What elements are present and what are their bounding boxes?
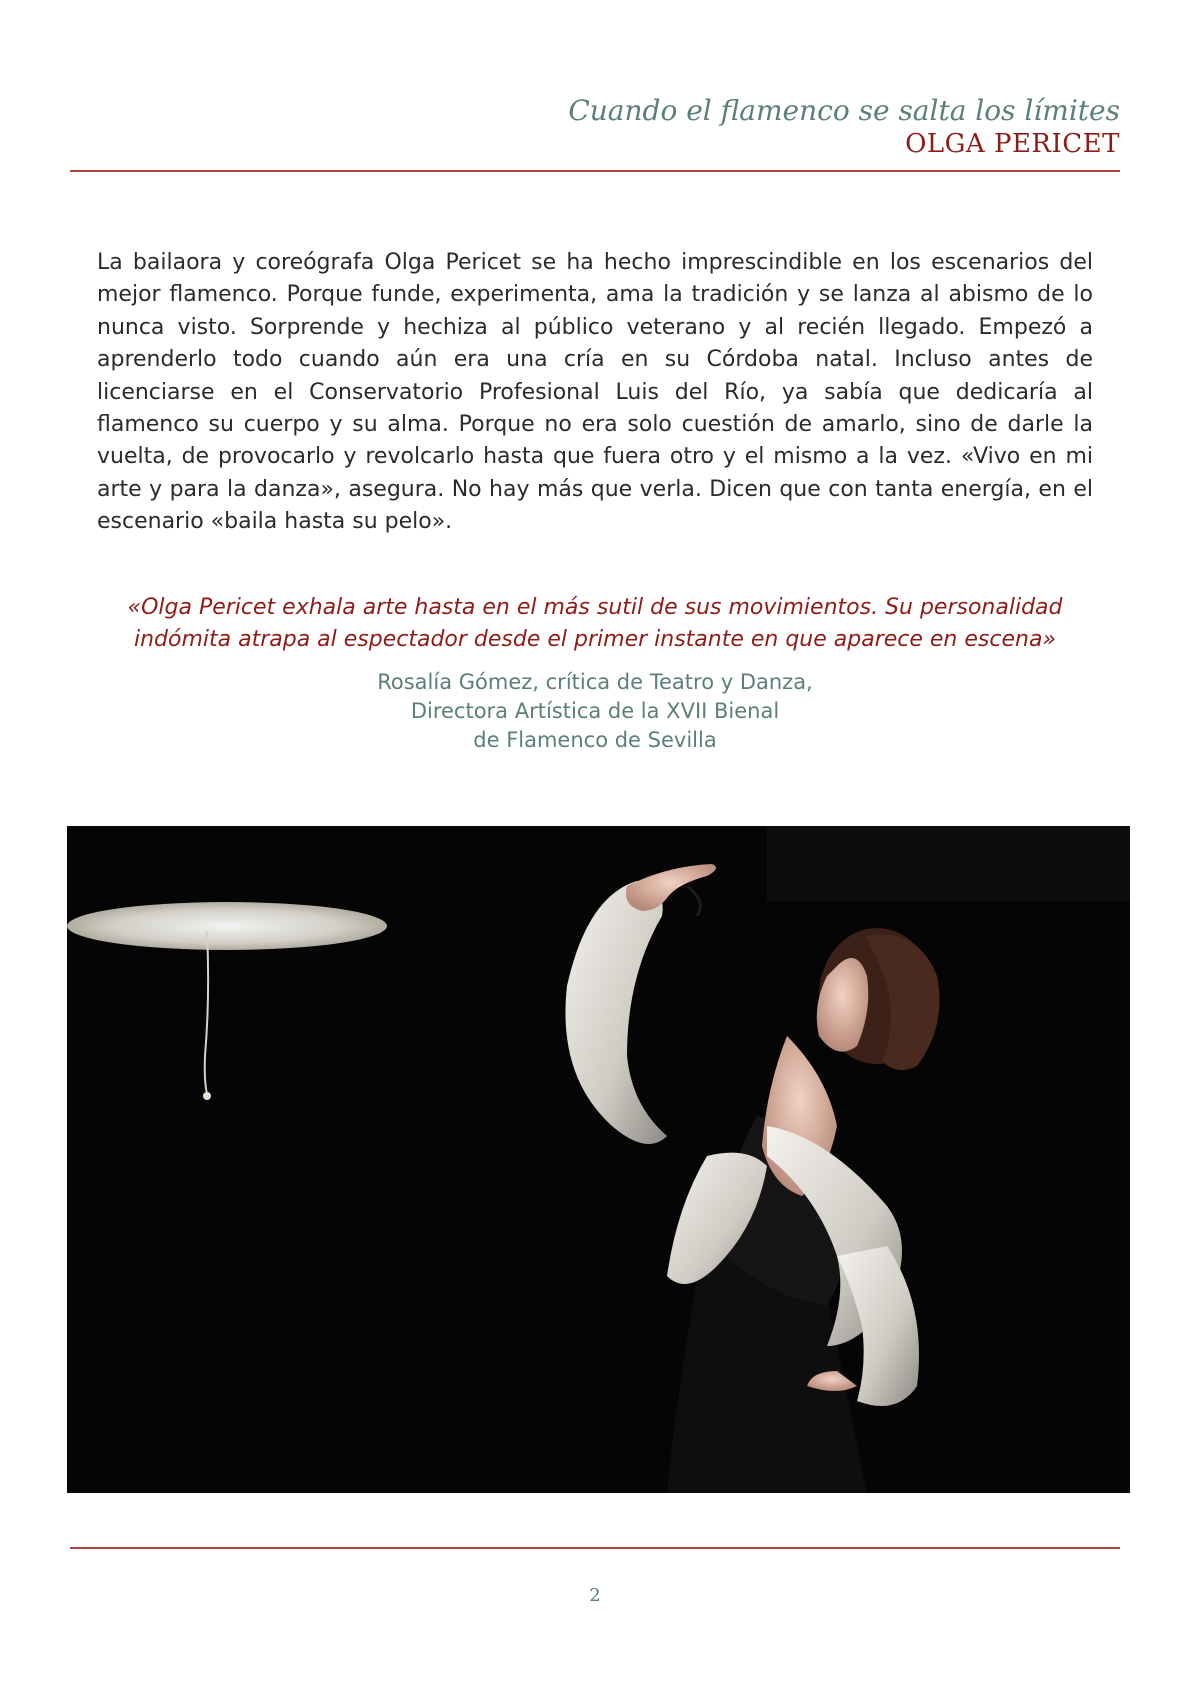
attribution-line: Directora Artística de la XVII Bienal [410, 699, 780, 723]
pull-quote: «Olga Pericet exhala arte hasta en el más sutil de sus movimientos. Su personalidad indómita atrapa al espectador desde el primer instante en que aparece en escena» [127, 595, 1063, 652]
quote-attribution [97, 668, 1093, 755]
attribution-line: de Flamenco de Sevilla [473, 728, 717, 752]
body-paragraph: La bailaora y coreógrafa Olga Pericet se ha hecho imprescindible en los escenarios del mejor flamenco. Porque funde, experimenta, ama la tradición y se lanza al abismo de lo nunca visto. Sorprende y hechiza al público veterano y al recién llegado. Empezó a aprenderlo todo cuando aún era una cría en su Córdoba natal. Incluso antes de licenciarse en el Conservatorio Profesional Luis del Río, ya sabía que dedicaría al flamenco su cuerpo y su alma. Porque no era solo cuestión de amarlo, sino de darle la vuelta, de provocarlo y revolcarlo hasta que fuera otro y el mismo a la vez. «Vivo en mi arte y para la danza», asegura. No hay más que verla. Dicen que con tanta energía, en el escenario «baila hasta su pelo». [97, 250, 1093, 535]
footer-divider [70, 1547, 1120, 1549]
header-name: OLGA PERICET [905, 129, 1120, 159]
header-subtitle: Cuando el flamenco se salta los límites [568, 94, 1120, 127]
dancer-photo [67, 826, 1130, 1493]
page-header [70, 94, 1120, 160]
attribution-line: Rosalía Gómez, crítica de Teatro y Danza, [377, 670, 813, 694]
page-number: 2 [589, 1585, 601, 1606]
dancer-photo-illustration [67, 826, 1130, 1493]
header-divider [70, 170, 1120, 172]
